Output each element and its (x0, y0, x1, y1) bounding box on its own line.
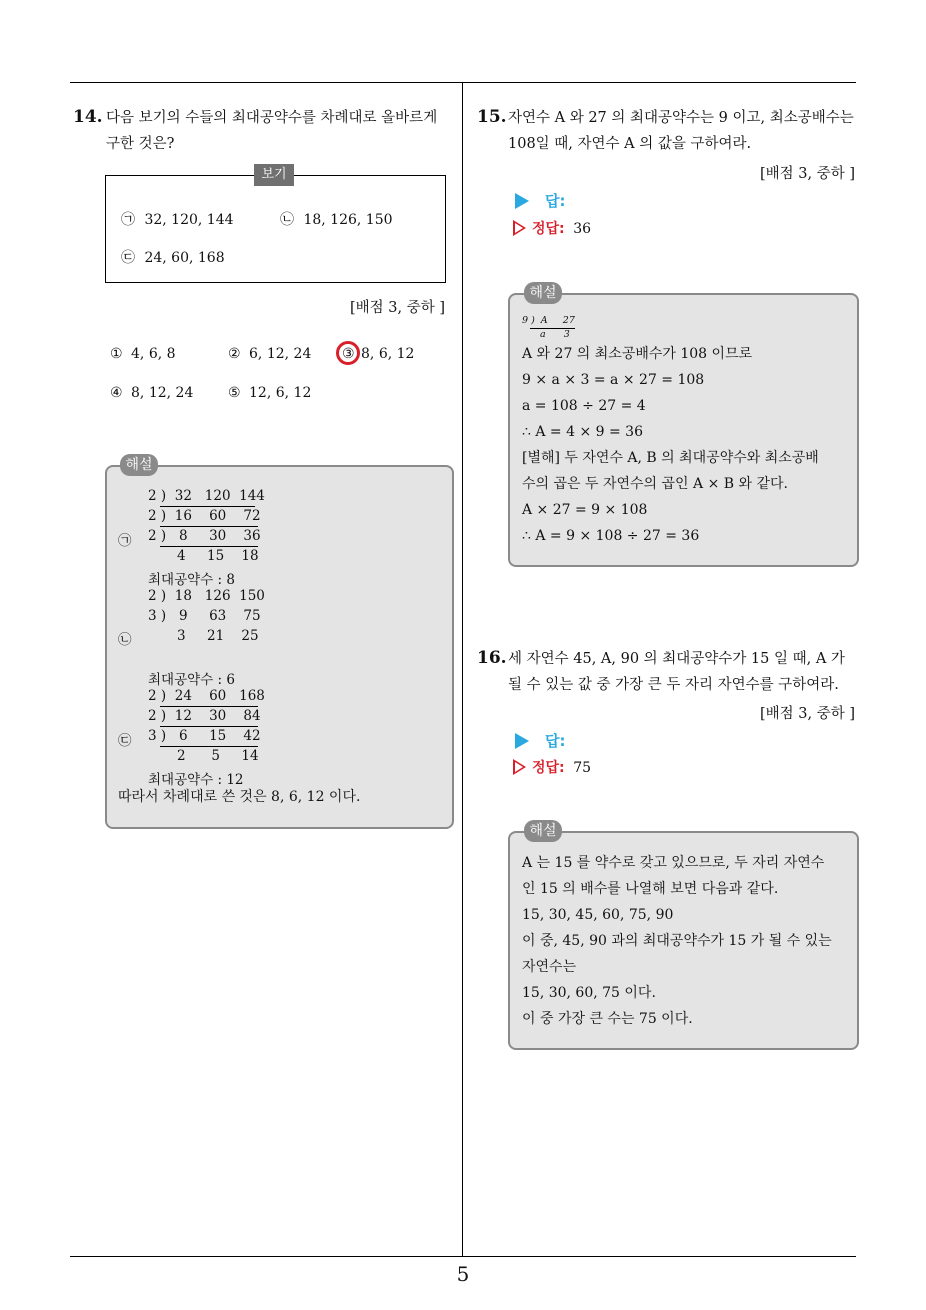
q16-text-line1: 세 자연수 45, A, 90 의 최대공약수가 15 일 때, A 가 (508, 651, 845, 667)
q16-score: [배점 3, 중하 ] (760, 706, 856, 722)
q16-line-2: 인 15 의 배수를 나열해 보면 다음과 같다. (522, 881, 779, 897)
q14-text-line1: 다음 보기의 수들의 최대공약수를 차례대로 올바르게 (106, 110, 438, 126)
q16-line-3: 15, 30, 45, 60, 75, 90 (522, 907, 674, 923)
q16-line-4: 이 중, 45, 90 과의 최대공약수가 15 가 될 수 있는 (522, 933, 832, 949)
q16-correct-label: 정답: (532, 760, 565, 776)
choice-1-value: 4, 6, 8 (131, 346, 176, 362)
choice-2-value: 6, 12, 24 (249, 346, 312, 362)
bogi-item-2 (280, 209, 393, 229)
answer-arrow-icon (515, 733, 529, 749)
q15-answer-label: 답: (545, 192, 566, 210)
q15-answer-row[interactable] (515, 190, 566, 211)
q15-line-8: ∴ A = 9 × 108 ÷ 27 = 36 (522, 528, 700, 544)
div1-row3: 2 ) 8 30 36 (148, 528, 261, 544)
q14-number: 14. (73, 107, 103, 127)
q16-correct-value: 75 (573, 760, 592, 776)
correct-arrow-icon (513, 759, 526, 775)
q16-answer-label: 답: (545, 732, 566, 750)
div3-line2 (160, 726, 258, 727)
q15-text-line2: 108일 때, 자연수 A 의 값을 구하여라. (508, 136, 752, 152)
choice-4-value: 8, 12, 24 (131, 385, 194, 401)
choice-1-mark: ① (110, 346, 123, 362)
bogi-value-3: 24, 60, 168 (144, 250, 225, 266)
q16-number: 16. (477, 648, 507, 668)
q15-line-6: 수의 곱은 두 자연수의 곱인 A × B 와 같다. (522, 476, 788, 492)
div2-row2: 3 ) 9 63 75 (148, 608, 261, 624)
q15-correct-label: 정답: (532, 221, 565, 237)
q15-explanation-tag: 해설 (524, 282, 562, 304)
q16-text-line2: 될 수 있는 값 중 가장 큰 두 자리 자연수를 구하여라. (508, 677, 839, 693)
div1-line1 (160, 506, 255, 507)
choice-2-mark: ② (228, 346, 241, 362)
div2-row1: 2 ) 18 126 150 (148, 588, 265, 604)
div3-row1: 2 ) 24 60 168 (148, 688, 265, 704)
bogi-title: 보기 (254, 164, 294, 186)
correct-arrow-icon (513, 220, 526, 236)
q16-line-5: 자연수는 (522, 959, 577, 975)
div1-mark: ㉠ (118, 533, 132, 549)
bogi-mark-2: ㉡ (280, 212, 294, 228)
q15-text-line1: 자연수 A 와 27 의 최대공약수는 9 이고, 최소공배수는 (508, 110, 854, 126)
q14-text-line2: 구한 것은? (106, 136, 175, 152)
div1-line3 (160, 546, 258, 547)
choice-5-mark: ⑤ (228, 385, 241, 401)
top-rule (70, 82, 856, 83)
div2-row3: 3 21 25 (177, 628, 259, 644)
choice-4-mark: ④ (110, 385, 123, 401)
q15-line-7: A × 27 = 9 × 108 (522, 502, 648, 518)
bogi-value-1: 32, 120, 144 (144, 212, 234, 228)
choice-3[interactable] (342, 346, 414, 362)
page-number: 5 (456, 1262, 470, 1286)
choice-1[interactable] (110, 346, 176, 362)
bogi-mark-3: ㉢ (121, 250, 135, 266)
q16-explanation-tag: 해설 (524, 820, 562, 842)
choice-2[interactable] (228, 346, 311, 362)
div1-line2 (160, 526, 258, 527)
div1-row1: 2 ) 32 120 144 (148, 488, 265, 504)
q16-line-6: 15, 30, 60, 75 이다. (522, 985, 656, 1001)
q16-line-1: A 는 15 를 약수로 갖고 있으므로, 두 자리 자연수 (522, 855, 825, 871)
q15-mini-div-top: 9 ) A 27 (522, 315, 575, 326)
q16-correct-row (513, 757, 591, 777)
q15-correct-value: 36 (573, 221, 592, 237)
div3-line1 (160, 706, 258, 707)
q15-correct-row (513, 218, 591, 238)
q15-mini-div-bottom: a 3 (540, 329, 570, 340)
bogi-mark-1: ㉠ (121, 212, 135, 228)
q16-line-7: 이 중 가장 큰 수는 75 이다. (522, 1011, 693, 1027)
choice-3-value: 8, 6, 12 (361, 346, 415, 362)
div2-mark: ㉡ (118, 632, 132, 648)
answer-arrow-icon (515, 193, 529, 209)
q15-line-1: A 와 27 의 최소공배수가 108 이므로 (522, 346, 753, 362)
q15-line-3: a = 108 ÷ 27 = 4 (522, 398, 646, 414)
bottom-rule (70, 1256, 856, 1257)
q15-line-2: 9 × a × 3 = a × 27 = 108 (522, 372, 705, 388)
bogi-value-2: 18, 126, 150 (303, 212, 393, 228)
column-divider (462, 82, 463, 1257)
q15-score: [배점 3, 중하 ] (760, 166, 856, 182)
q15-line-4: ∴ A = 4 × 9 = 36 (522, 424, 643, 440)
bogi-item-3 (121, 247, 225, 267)
q15-number: 15. (477, 107, 507, 127)
choice-5-value: 12, 6, 12 (249, 385, 312, 401)
bogi-item-1 (121, 209, 234, 229)
q15-line-5: [별해] 두 자연수 A, B 의 최대공약수와 최소공배 (522, 450, 819, 466)
q14-conclusion: 따라서 차례대로 쓴 것은 8, 6, 12 이다. (118, 789, 361, 805)
div1-result: 최대공약수 : 8 (148, 572, 235, 588)
div3-line3 (160, 746, 258, 747)
q14-score: [배점 3, 중하 ] (350, 300, 446, 316)
q16-answer-row[interactable] (515, 730, 566, 751)
answer-mark-icon (336, 341, 360, 365)
div3-mark: ㉢ (118, 733, 132, 749)
div3-row2: 2 ) 12 30 84 (148, 708, 261, 724)
div1-row2: 2 ) 16 60 72 (148, 508, 261, 524)
div1-row4: 4 15 18 (177, 548, 259, 564)
div3-row3: 3 ) 6 15 42 (148, 728, 261, 744)
choice-3-mark: ③ (342, 346, 355, 362)
div3-row4: 2 5 14 (177, 748, 259, 764)
div3-result: 최대공약수 : 12 (148, 772, 244, 788)
choice-5[interactable] (228, 385, 311, 401)
choice-4[interactable] (110, 385, 193, 401)
div2-result: 최대공약수 : 6 (148, 672, 235, 688)
q14-explanation-tag: 해설 (120, 454, 158, 476)
